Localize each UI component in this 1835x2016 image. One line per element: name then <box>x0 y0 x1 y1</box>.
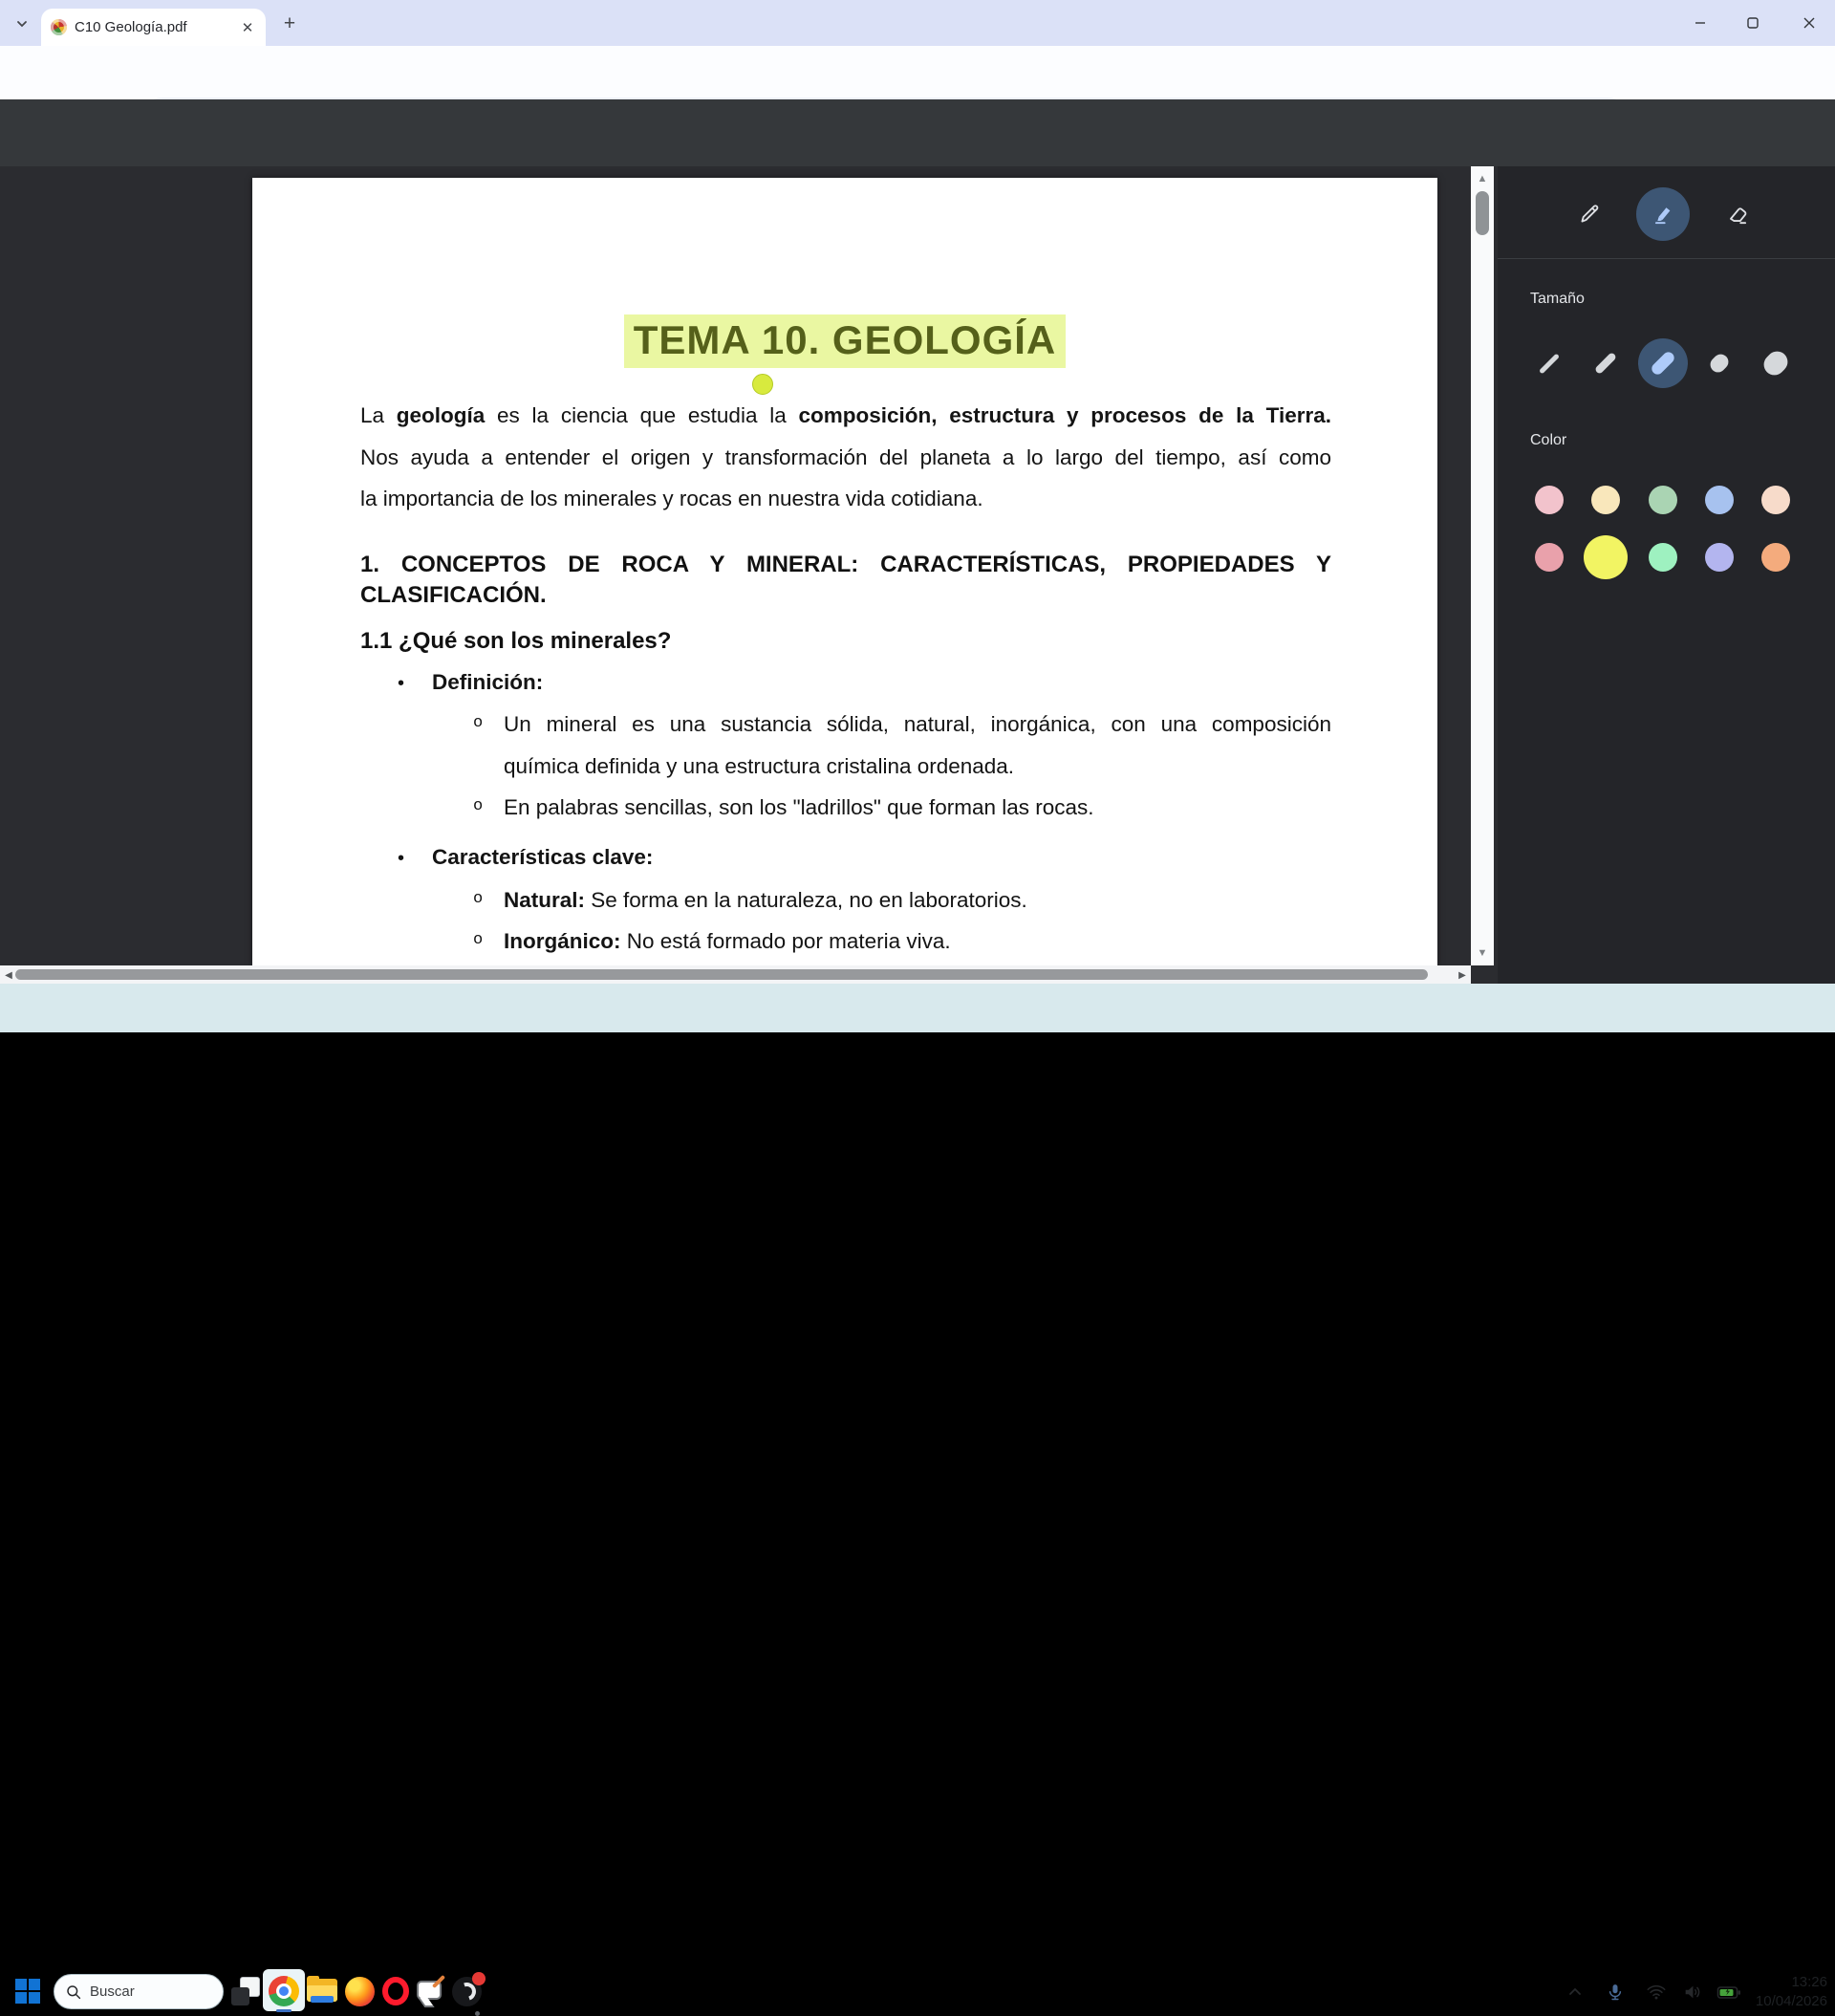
sub-bullet-line: Inorgánico: No está formado por materia viva. <box>504 929 951 953</box>
vertical-scrollbar[interactable] <box>1471 166 1494 965</box>
sub-bullet-line: química definida y una estructura cristalina ordenada. <box>504 754 1015 778</box>
taskbar-item-feedback[interactable] <box>412 1972 450 2010</box>
eraser-tool-icon[interactable] <box>1715 191 1760 237</box>
bullet-marker: • <box>398 673 405 694</box>
highlighter-tool-icon-selected[interactable] <box>1636 187 1690 241</box>
horizontal-scrollbar[interactable] <box>0 965 1471 984</box>
sidebar-divider <box>1498 258 1835 259</box>
taskbar-item-obs[interactable] <box>447 1972 486 2010</box>
section-heading-line: CLASIFICACIÓN. <box>360 582 547 608</box>
sub-bullet-line: En palabras sencillas, son los "ladrillos" que forman las rocas. <box>504 795 1094 819</box>
wifi-icon[interactable] <box>1642 1978 1671 2006</box>
taskbar-item-chrome[interactable] <box>265 1972 303 2010</box>
volume-icon[interactable] <box>1678 1978 1707 2006</box>
sub-bullet-line: Natural: Se forma en la naturaleza, no en laboratorios. <box>504 888 1027 912</box>
tab-close-icon[interactable]: ✕ <box>241 19 254 36</box>
scroll-down-icon[interactable]: ▼ <box>1477 947 1488 959</box>
sub-bullet-marker: o <box>473 890 484 908</box>
taskbar-search[interactable] <box>54 1974 224 2009</box>
clock-date: 10/04/2026 <box>1755 1993 1827 2009</box>
bullet-item: Definición: <box>432 670 544 694</box>
sub-bullet-marker: o <box>473 797 484 815</box>
color-swatch[interactable] <box>1761 486 1790 514</box>
color-section-label: Color <box>1530 432 1567 448</box>
bullet-item: Características clave: <box>432 845 654 869</box>
color-swatch[interactable] <box>1705 543 1734 572</box>
browser-tab[interactable] <box>41 9 266 46</box>
color-swatch[interactable] <box>1591 486 1620 514</box>
pen-tool-icon[interactable] <box>1566 191 1612 237</box>
color-swatch[interactable] <box>1705 486 1734 514</box>
size-option-3-selected[interactable] <box>1638 338 1688 388</box>
search-placeholder: Buscar <box>90 1983 135 2000</box>
pdf-viewport <box>0 166 1498 984</box>
taskbar-item-file-explorer[interactable] <box>303 1972 341 2010</box>
tab-strip <box>0 0 1835 46</box>
sub-bullet-line: Un mineral es una sustancia sólida, natural, inorgánica, con una composición <box>504 712 1331 736</box>
microphone-icon[interactable] <box>1601 1978 1630 2006</box>
color-swatch[interactable] <box>1649 543 1677 572</box>
taskbar-item-desktops[interactable] <box>227 1972 265 2010</box>
color-swatch[interactable] <box>1761 543 1790 572</box>
tab-search-chevron-icon[interactable] <box>11 13 32 34</box>
color-swatch[interactable] <box>1535 486 1564 514</box>
tab-title: C10 Geología.pdf <box>75 19 187 35</box>
window-maximize-button[interactable] <box>1738 10 1767 36</box>
scroll-right-icon[interactable]: ▶ <box>1458 969 1466 981</box>
color-swatch[interactable] <box>1649 486 1677 514</box>
tray-chevron-icon[interactable] <box>1561 1978 1589 2006</box>
color-swatch-selected[interactable] <box>1584 535 1628 579</box>
paragraph-line: La geología es la ciencia que estudia la composición, estructura y procesos de la Tierra. <box>360 403 1331 427</box>
size-option-4[interactable] <box>1696 340 1742 386</box>
size-section-label: Tamaño <box>1530 291 1585 307</box>
document-title-highlighted: TEMA 10. GEOLOGÍA <box>252 314 1437 368</box>
new-tab-button[interactable]: + <box>283 12 296 34</box>
start-button[interactable] <box>15 1979 40 2004</box>
obs-running-indicator <box>475 2011 480 2016</box>
chrome-running-indicator <box>276 2009 291 2012</box>
paragraph-line: la importancia de los minerales y rocas en nuestra vida cotidiana. <box>360 487 983 510</box>
annotation-sidebar <box>1498 166 1835 984</box>
highlight-annotation-dot[interactable] <box>752 374 773 395</box>
browser-toolbar <box>0 46 1835 99</box>
tab-favicon-icon <box>51 19 67 35</box>
scroll-left-icon[interactable]: ◀ <box>5 969 12 981</box>
size-option-2[interactable] <box>1583 340 1629 386</box>
window-minimize-button[interactable] <box>1686 10 1715 36</box>
clock-time: 13:26 <box>1791 1974 1827 1990</box>
scroll-up-icon[interactable]: ▲ <box>1477 173 1488 184</box>
section-heading-line: 1. CONCEPTOS DE ROCA Y MINERAL: CARACTERÍSTICAS, PROPIEDADES Y <box>360 552 1331 577</box>
horizontal-scroll-thumb[interactable] <box>15 969 1428 980</box>
size-option-1[interactable] <box>1526 340 1572 386</box>
vertical-scroll-thumb[interactable] <box>1476 191 1489 235</box>
search-icon <box>66 1984 81 2000</box>
taskbar <box>0 984 1835 2009</box>
window-close-button[interactable] <box>1795 10 1824 36</box>
taskbar-item-firefox[interactable] <box>340 1972 378 2010</box>
sub-bullet-marker: o <box>473 931 484 949</box>
bullet-marker: • <box>398 848 405 869</box>
color-swatch[interactable] <box>1535 543 1564 572</box>
sub-bullet-marker: o <box>473 714 484 732</box>
pdf-page <box>252 178 1437 965</box>
battery-icon[interactable] <box>1715 1978 1743 2006</box>
taskbar-item-opera[interactable] <box>377 1972 415 2010</box>
size-option-5[interactable] <box>1753 340 1799 386</box>
subsection-heading: 1.1 ¿Qué son los minerales? <box>360 628 672 654</box>
pdf-toolbar <box>0 99 1835 166</box>
taskbar-clock[interactable] <box>1756 1973 1827 2011</box>
paragraph-line: Nos ayuda a entender el origen y transformación del planeta a lo largo del tiempo, así como <box>360 445 1331 469</box>
